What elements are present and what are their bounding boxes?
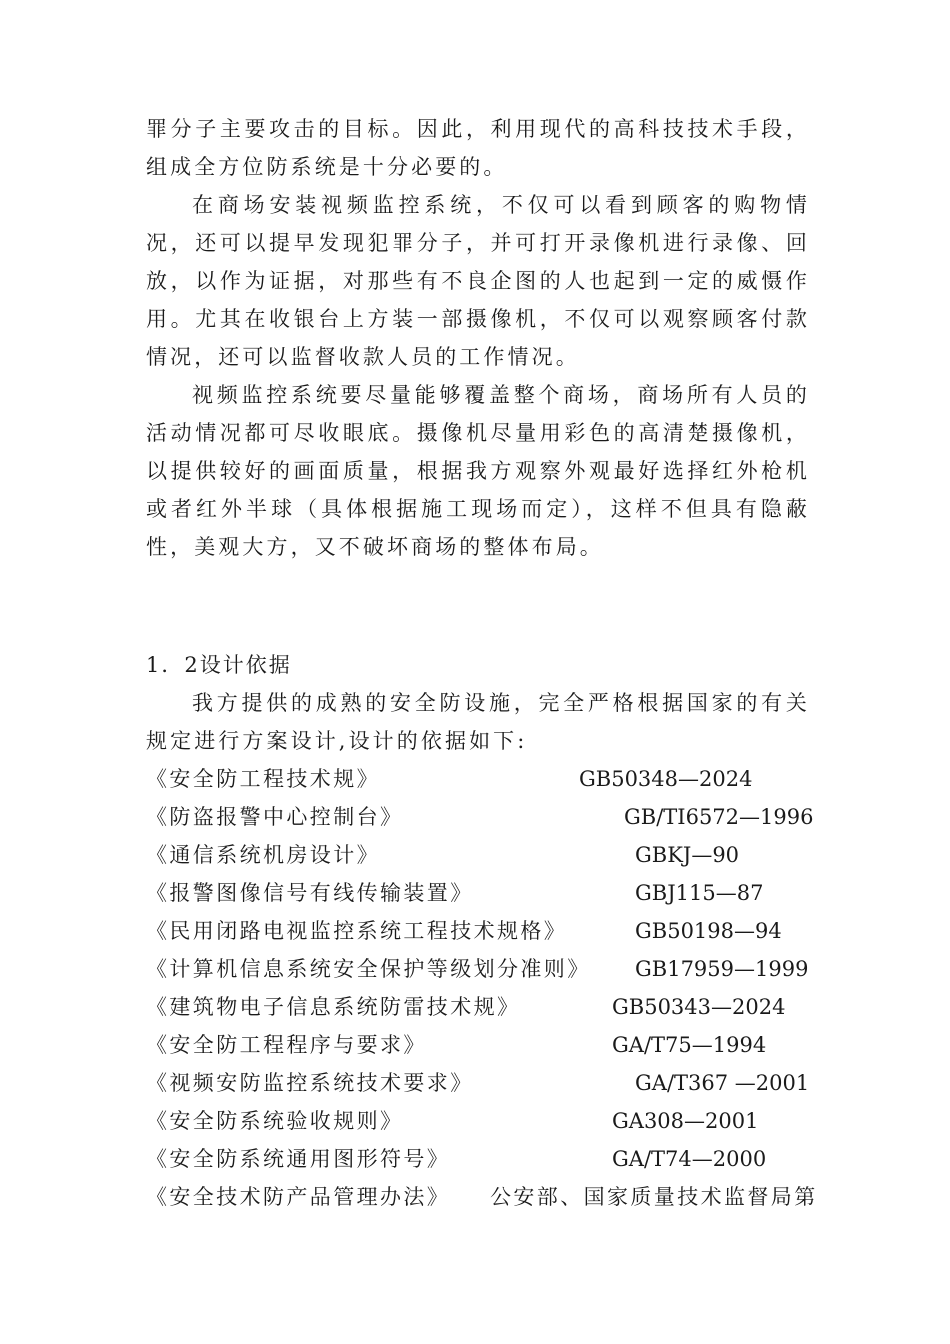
section-heading: 1．2设计依据	[146, 653, 292, 677]
standard-code: GBKJ—90	[635, 843, 740, 867]
standard-code: GB/TI6572—1996	[624, 805, 814, 829]
standard-row	[146, 912, 846, 950]
standard-row	[146, 1026, 846, 1064]
standard-title: 《民用闭路电视监控系统工程技术规格》	[146, 919, 568, 943]
standard-title: 《计算机信息系统安全保护等级划分准则》	[146, 957, 591, 981]
standard-code: GBJ115—87	[635, 881, 764, 905]
standard-row	[146, 1178, 846, 1216]
standard-title: 《防盗报警中心控制台》	[146, 805, 404, 829]
standard-title: 《安全防工程技术规》	[146, 767, 380, 791]
standard-title: 《建筑物电子信息系统防雷技术规》	[146, 995, 521, 1019]
standard-issuer: 公安部、国家质量技术监督局第	[490, 1185, 818, 1209]
standard-title: 《通信系统机房设计》	[146, 843, 380, 867]
standard-row	[146, 836, 846, 874]
standard-code: GA/T74—2000	[612, 1147, 767, 1171]
standard-title: 《安全防工程程序与要求》	[146, 1033, 427, 1057]
standard-title: 《报警图像信号有线传输装置》	[146, 881, 474, 905]
standard-row	[146, 1064, 846, 1102]
standard-code: GB50198—94	[635, 919, 782, 943]
standard-title: 《安全技术防产品管理办法》	[146, 1185, 451, 1209]
standard-row	[146, 874, 846, 912]
standard-code: GB50343—2024	[612, 995, 786, 1019]
standard-code: GA/T367 —2001	[635, 1071, 810, 1095]
standard-row	[146, 798, 846, 836]
standard-row	[146, 1102, 846, 1140]
standard-code: GA308—2001	[612, 1109, 759, 1133]
standard-title: 《安全防系统验收规则》	[146, 1109, 404, 1133]
body-paragraph: 罪分子主要攻击的目标。因此，利用现代的高科技技术手段，组成全方位防系统是十分必要的。	[146, 117, 810, 179]
standard-row	[146, 760, 846, 798]
standard-row	[146, 950, 846, 988]
standard-row	[146, 988, 846, 1026]
standard-code: GA/T75—1994	[612, 1033, 767, 1057]
body-paragraph: 视频监控系统要尽量能够覆盖整个商场，商场所有人员的活动情况都可尽收眼底。摄像机尽量用彩色的高清楚摄像机，以提供较好的画面质量，根据我方观察外观最好选择红外枪机或者红外半球（具体根据施工现场而定），这样不但具有隐蔽性，美观大方，又不破坏商场的整体布局。	[146, 383, 810, 559]
body-paragraph: 在商场安装视频监控系统，不仅可以看到顾客的购物情况，还可以提早发现犯罪分子，并可打开录像机进行录像、回放，以作为证据，对那些有不良企图的人也起到一定的威慑作用。尤其在收银台上方装一部摄像机，不仅可以观察顾客付款情况，还可以监督收款人员的工作情况。	[146, 193, 810, 369]
standard-title: 《视频安防监控系统技术要求》	[146, 1071, 474, 1095]
section-intro: 我方提供的成熟的安全防设施，完全严格根据国家的有关规定进行方案设计,设计的依据如下:	[146, 691, 810, 753]
standard-title: 《安全防系统通用图形符号》	[146, 1147, 451, 1171]
standard-code: GB17959—1999	[635, 957, 809, 981]
standard-row	[146, 1140, 846, 1178]
standard-code: GB50348—2024	[579, 767, 753, 791]
